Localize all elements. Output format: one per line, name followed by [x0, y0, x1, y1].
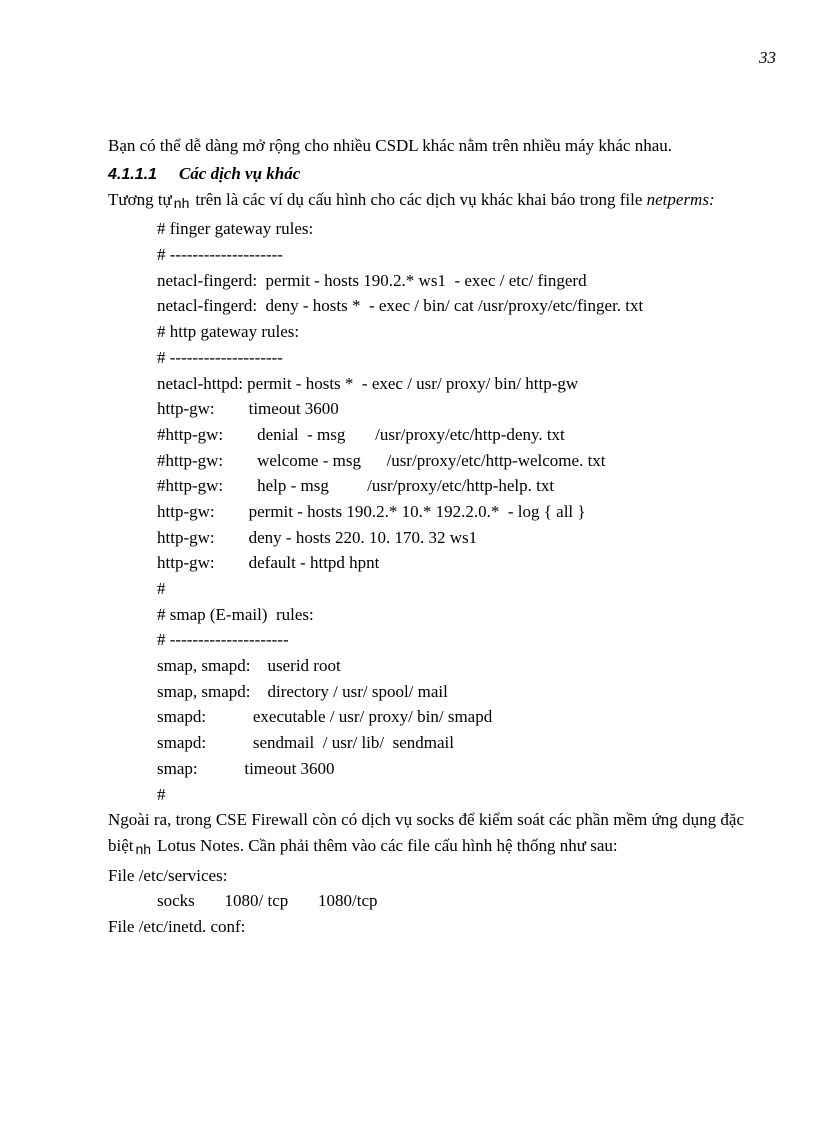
- netperms-filename: netperms:: [646, 189, 715, 209]
- para2-text-start: Tương tự: [108, 189, 172, 209]
- file-services-label: File /etc/services:: [108, 865, 228, 885]
- code-line: #http-gw: denial - msg /usr/proxy/etc/http-deny. txt: [157, 424, 565, 444]
- services-paragraph: [108, 187, 744, 217]
- code-line: smapd: sendmail / usr/ lib/ sendmail: [157, 733, 455, 753]
- code-line: #: [157, 784, 166, 804]
- code-line: # finger gateway rules:: [157, 219, 314, 239]
- code-line: #http-gw: welcome - msg /usr/proxy/etc/http-welcome. txt: [157, 450, 606, 470]
- code-line: # http gateway rules:: [157, 322, 300, 342]
- services-config-line: socks 1080/ tcp 1080/tcp: [157, 891, 378, 911]
- code-line: http-gw: timeout 3600: [157, 399, 339, 419]
- code-line: # ---------------------: [157, 630, 289, 650]
- para2-text-end: trên là các ví dụ cấu hình cho các dịch vụ khác khai báo trong file: [195, 189, 643, 209]
- code-line: netacl-fingerd: permit - hosts 190.2.* ws1 - exec / etc/ fingerd: [157, 270, 587, 290]
- code-line: # smap (E-mail) rules:: [157, 604, 314, 624]
- code-line: smap, smapd: directory / usr/ spool/ mail: [157, 681, 448, 701]
- intro-paragraph: Bạn có thể dễ dàng mở rộng cho nhiều CSDL khác nằm trên nhiều máy khác nhau.: [108, 136, 673, 155]
- document-body: [108, 133, 744, 940]
- code-line: # --------------------: [157, 245, 283, 265]
- code-line: # --------------------: [157, 347, 283, 367]
- file-inetd-label: File /etc/inetd. conf:: [108, 917, 246, 937]
- code-line: netacl-httpd: permit - hosts * - exec / usr/ proxy/ bin/ http-gw: [157, 373, 579, 393]
- para3-subscript: nh: [135, 840, 152, 857]
- code-line: http-gw: deny - hosts 220. 10. 170. 32 ws1: [157, 527, 478, 547]
- code-line: smap: timeout 3600: [157, 758, 335, 778]
- code-line: #http-gw: help - msg /usr/proxy/etc/http-help. txt: [157, 476, 555, 496]
- para3-text-start: Ngoài ra, trong CSE Firewall còn có dịch vụ socks để kiểm soát các phần mềm ứng dụng đặc biệt: [108, 810, 744, 855]
- code-line: http-gw: default - httpd hpnt: [157, 553, 380, 573]
- code-line: netacl-fingerd: deny - hosts * - exec / bin/ cat /usr/proxy/etc/finger. txt: [157, 296, 644, 316]
- code-line: smap, smapd: userid root: [157, 656, 341, 676]
- code-line: #: [157, 579, 166, 599]
- para3-text-end: Lotus Notes. Cần phải thêm vào các file cấu hình hệ thống như sau:: [157, 835, 618, 855]
- section-title: Các dịch vụ khác: [178, 163, 301, 183]
- code-line: http-gw: permit - hosts 190.2.* 10.* 192.2.0.* - log { all }: [157, 501, 586, 521]
- para2-subscript: nh: [173, 194, 190, 211]
- section-number: 4.1.1.1: [108, 165, 157, 183]
- code-line: smapd: executable / usr/ proxy/ bin/ smapd: [157, 707, 493, 727]
- section-heading: [108, 161, 744, 187]
- socks-paragraph: [108, 807, 744, 862]
- config-code-block: [108, 216, 744, 807]
- page-number: 33: [759, 48, 776, 67]
